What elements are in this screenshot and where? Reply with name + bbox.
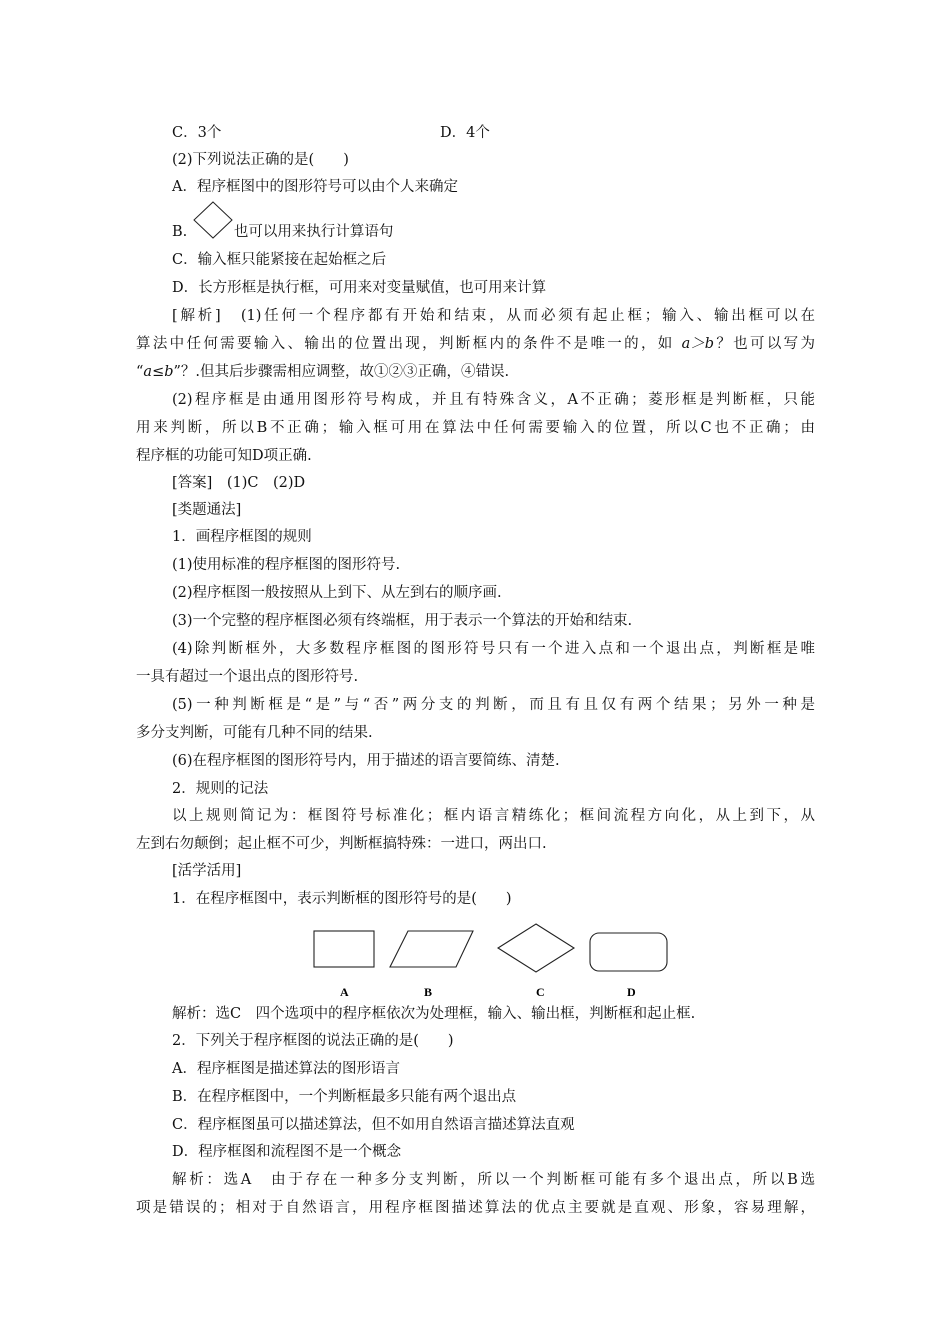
analysis-2-line-2: 用来判断，所以B不正确；输入框可用在算法中任何需要输入的位置，所以C也不正确；由 [136, 420, 815, 436]
q2-option-b-prefix: B. [172, 224, 188, 240]
practice-2-option-b: B．在程序框图中，一个判断框最多只能有两个退出点 [172, 1089, 517, 1105]
q2-option-b-text: 也可以用来执行计算语句 [233, 224, 394, 240]
shape-label-a: A [340, 985, 349, 999]
math-a-gt-b: a＞b [681, 336, 715, 352]
rule-2: (2)程序框图一般按照从上到下、从左到右的顺序画. [172, 585, 502, 601]
rule-5-line-1: (5)一种判断框是“是”与“否”两分支的判断，而且有且仅有两个结果；另外一种是 [172, 697, 815, 713]
diamond-shape-icon [498, 924, 574, 972]
practice-2-option-c: C．程序框图虽可以描述算法，但不如用自然语言描述算法直观 [172, 1117, 575, 1133]
practice-2-option-a: A．程序框图是描述算法的图形语言 [172, 1061, 400, 1077]
rule-1: (1)使用标准的程序框图的图形符号. [172, 557, 401, 573]
method-heading: [类题通法] [172, 502, 242, 518]
analysis-1-text: 算法中任何需要输入、输出的位置出现，判断框内的条件不是唯一的，如 [136, 336, 675, 352]
q2-option-d: D．长方形框是执行框，可用来对变量赋值，也可用来计算 [172, 280, 547, 296]
open-quote: “ [136, 364, 144, 380]
memo-line-2: 左到右勿颠倒；起止框不可少，判断框搞特殊：一进口，两出口. [136, 836, 547, 852]
analysis-2-line-3: 程序框的功能可知D项正确. [136, 448, 312, 464]
answer: [答案] (1)C (2)D [172, 475, 306, 491]
practice-2-option-d: D．程序框图和流程图不是一个概念 [172, 1144, 402, 1160]
rule-6: (6)在程序框图的图形符号内，用于描述的语言要简练、清楚. [172, 753, 560, 769]
memo-line-1: 以上规则简记为：框图符号标准化；框内语言精练化；框间流程方向化，从上到下，从 [172, 808, 815, 824]
q1-option-d: D．4个 [440, 125, 490, 141]
rule-4-line-1: (4)除判断框外，大多数程序框图的图形符号只有一个进入点和一个退出点，判断框是唯 [172, 641, 815, 657]
shape-label-d: D [627, 985, 636, 999]
q2-stem: (2)下列说法正确的是( ) [172, 152, 349, 168]
practice-heading: [活学活用] [172, 863, 242, 879]
rule-3: (3)一个完整的程序框图必须有终端框，用于表示一个算法的开始和结束. [172, 613, 633, 629]
q2-option-a: A．程序框图中的图形符号可以由个人来确定 [172, 179, 458, 195]
rule-4-line-2: 一具有超过一个退出点的图形符号. [136, 669, 359, 685]
analysis-1-conclusion: ”？.但其后步骤需相应调整，故①②③正确，④错误. [173, 364, 510, 380]
q2-option-c: C．输入框只能紧接在起始框之后 [172, 252, 387, 268]
rounded-rectangle-icon [590, 933, 667, 971]
analysis-2-line-1: (2)程序框是由通用图形符号构成，并且有特殊含义，A不正确；菱形框是判断框，只能 [172, 392, 815, 408]
q1-option-c: C．3个 [172, 125, 222, 141]
memo-heading: 2．规则的记法 [172, 781, 269, 797]
practice-1-analysis: 解析：选C 四个选项中的程序框依次为处理框，输入、输出框，判断框和起止框. [172, 1006, 696, 1022]
shape-label-b: B [424, 985, 433, 999]
shape-label-c: C [536, 985, 545, 999]
parallelogram-icon [390, 931, 473, 967]
practice-2-analysis-line-2: 项是错误的；相对于自然语言，用程序框图描述算法的优点主要就是直观、形象，容易理解， [136, 1200, 815, 1216]
rule-5-line-2: 多分支判断，可能有几种不同的结果. [136, 725, 373, 741]
practice-2-stem: 2．下列关于程序框图的说法正确的是( ) [172, 1033, 454, 1049]
rectangle-icon [314, 931, 374, 967]
practice-1-stem: 1．在程序框图中，表示判断框的图形符号的是( ) [172, 891, 512, 907]
practice-2-analysis-line-1: 解析：选A 由于存在一种多分支判断，所以一个判断框可能有多个退出点，所以B选 [172, 1172, 815, 1188]
rules-heading: 1．画程序框图的规则 [172, 529, 312, 545]
analysis-1-text-end: ？也可以写为 [714, 336, 816, 352]
math-a-le-b: a≤b [143, 364, 174, 380]
analysis-1-line-1: [解析] (1)任何一个程序都有开始和结束，从而必须有起止框；输入、输出框可以在 [172, 308, 815, 324]
